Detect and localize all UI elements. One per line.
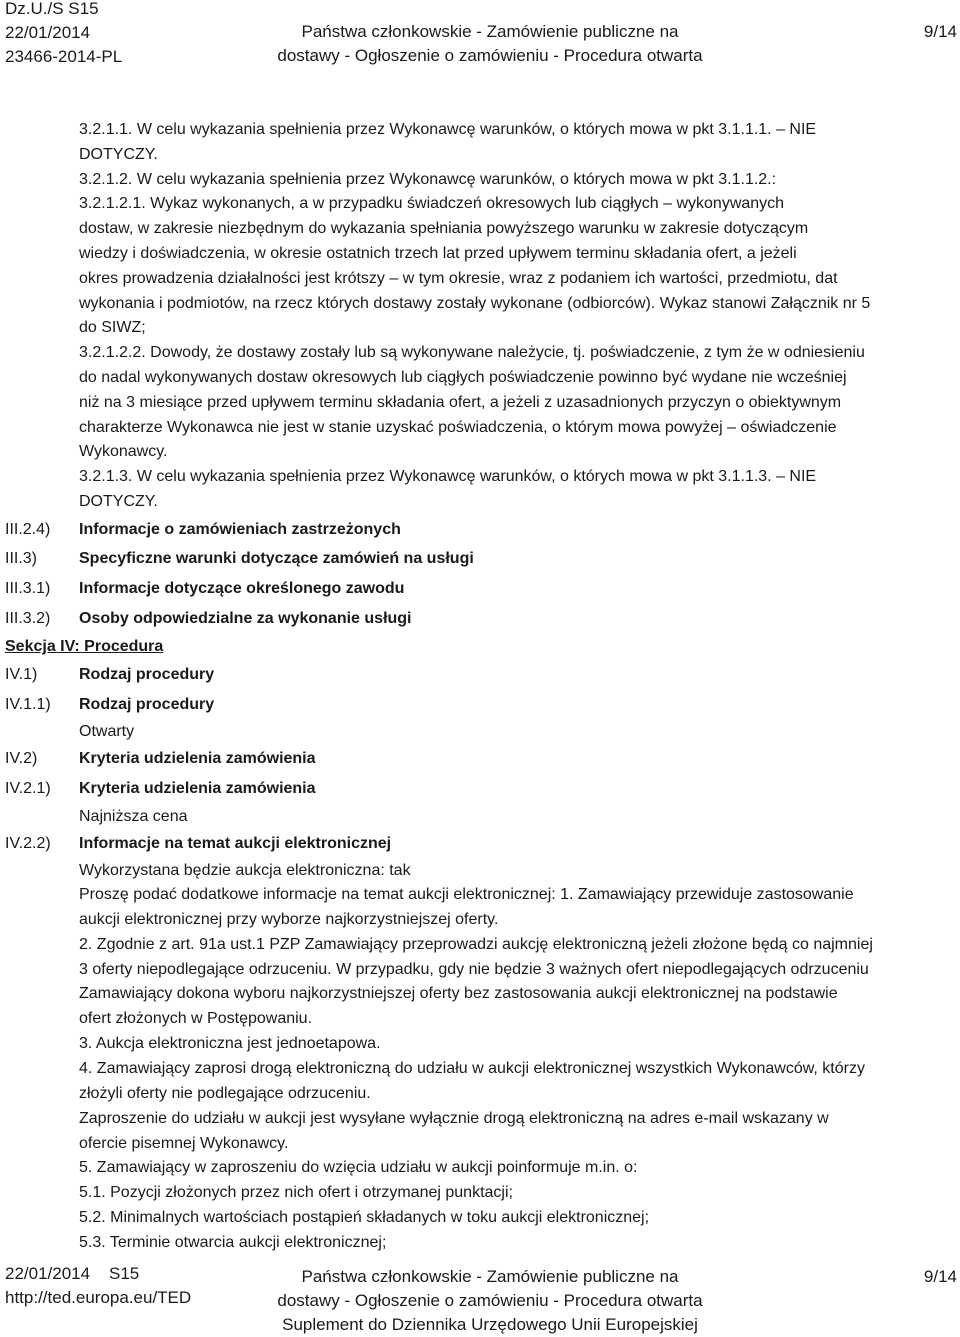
- section-iv-2-1: [0, 774, 960, 829]
- section-iii-2-4: [0, 515, 960, 545]
- auction-line: 2. Zgodnie z art. 91a ust.1 PZP Zamawiający przeprowadzi aukcję elektroniczną jeżeli złożone będą co najmniej: [79, 935, 873, 953]
- paragraph-line: charakterze Wykonawca nie jest w stanie uzyskać poświadczenia, o którym mowa powyżej – oświadczenie: [79, 418, 837, 436]
- header-title-line-2: dostawy - Ogłoszenie o zamówieniu - Procedura otwarta: [277, 46, 703, 65]
- paragraph-line: do nadal wykonywanych dostaw okresowych lub ciągłych poświadczenie powinno być wydane nie wcześniej: [79, 368, 847, 386]
- auction-line: ofercie pisemnej Wykonawcy.: [79, 1134, 289, 1152]
- paragraph-line: Wykonawcy.: [79, 443, 168, 461]
- conditions-paragraph: [79, 118, 960, 515]
- auction-line: złożyli oferty nie podlegające odrzuceniu.: [79, 1084, 371, 1102]
- section-number: IV.2.2): [5, 834, 51, 852]
- paragraph-line: 3.2.1.2. W celu wykazania spełnienia przez Wykonawcę warunków, o których mowa w pkt 3.1.1.2.:: [79, 170, 777, 188]
- document-body: [0, 118, 960, 1256]
- auction-line: 5. Zamawiający w zaproszeniu do wzięcia udziału w aukcji poinformuje m.in. o:: [79, 1159, 638, 1177]
- e-auction-details: [79, 883, 960, 1256]
- paragraph-line: 3.2.1.1. W celu wykazania spełnienia przez Wykonawcę warunków, o których mowa w pkt 3.1.1.1. – NIE: [79, 121, 817, 138]
- paragraph-line: 3.2.1.2.2. Dowody, że dostawy zostały lub są wykonywane należycie, tj. poświadczenie, z tym że w odniesieniu: [79, 344, 865, 362]
- paragraph-line: do SIWZ;: [79, 319, 146, 337]
- header-journal-ref: Dz.U./S S15: [5, 0, 99, 18]
- section-iii-3-1: [0, 574, 960, 604]
- section-title: Specyficzne warunki dotyczące zamówień na usługi: [79, 550, 474, 568]
- paragraph-line: dostaw, w zakresie niezbędnym do wykazania spełniania powyższego warunku w zakresie dotyczącym: [79, 220, 809, 238]
- paragraph-line: DOTYCZY.: [79, 145, 158, 163]
- header-center: [250, 20, 730, 68]
- auction-line: Zamawiający dokona wyboru najkorzystniejszej oferty bez zastosowania aukcji elektronicznej na podstawie: [79, 985, 838, 1003]
- paragraph-line: 3.2.1.2.1. Wykaz wykonanych, a w przypadku świadczeń okresowych lub ciągłych – wykonywanych: [79, 195, 785, 213]
- auction-line: 3. Aukcja elektroniczna jest jednoetapowa.: [79, 1035, 381, 1053]
- procedure-type-value: Otwarty: [79, 723, 135, 741]
- paragraph-line: DOTYCZY.: [79, 492, 158, 510]
- paragraph-line: wiedzy i doświadczenia, w okresie ostatnich trzech lat przed upływem terminu składania ofert, a jeżeli: [79, 244, 797, 262]
- section-title: Informacje dotyczące określonego zawodu: [79, 579, 405, 597]
- section-title: Rodzaj procedury: [79, 695, 215, 713]
- section-title: Kryteria udzielenia zamówienia: [79, 750, 316, 768]
- section-iv-2: [0, 744, 960, 774]
- auction-line: 5.3. Terminie otwarcia aukcji elektronicznej;: [79, 1233, 387, 1251]
- auction-line: 5.1. Pozycji złożonych przez nich ofert i otrzymanej punktacji;: [79, 1184, 513, 1202]
- section-title: Informacje o zamówieniach zastrzeżonych: [79, 520, 401, 538]
- footer-center: [250, 1265, 730, 1337]
- footer-date-issue: 22/01/2014 S15: [5, 1264, 140, 1283]
- section-number: III.3.2): [5, 609, 51, 627]
- auction-line: ofert złożonych w Postępowaniu.: [79, 1010, 313, 1028]
- section-number: IV.1.1): [5, 695, 51, 713]
- footer-left: [5, 1262, 191, 1310]
- section-number: III.3): [5, 550, 38, 568]
- auction-line: Zaproszenie do udziału w aukcji jest wysyłane wyłącznie drogą elektroniczną na adres e-mail wskazany w: [79, 1109, 829, 1127]
- header-left: [5, 0, 122, 69]
- section-number: IV.1): [5, 666, 38, 684]
- section-number: IV.2.1): [5, 779, 51, 797]
- paragraph-line: niż na 3 miesiące przed upływem terminu składania ofert, a jeżeli z uzasadnionych przyczyn o obiektywnym: [79, 393, 842, 411]
- section-title: Kryteria udzielenia zamówienia: [79, 779, 316, 797]
- section-number: III.2.4): [5, 520, 51, 538]
- paragraph-line: okres prowadzenia działalności jest krótszy – w tym okresie, wraz z podaniem ich wartości, przedmiotu, dat: [79, 269, 838, 287]
- paragraph-line: wykonania i podmiotów, na rzecz których dostawy zostały wykonane (odbiorców). Wykaz stanowi Załącznik nr 5: [79, 294, 871, 312]
- auction-line: Proszę podać dodatkowe informacje na temat aukcji elektronicznej: 1. Zamawiający przewiduje zastosowanie: [79, 886, 854, 904]
- section-title: Informacje na temat aukcji elektronicznej: [79, 834, 392, 852]
- auction-line: 4. Zamawiający zaprosi drogą elektroniczną do udziału w aukcji elektronicznej wszystkich Wykonawców, którzy: [79, 1060, 865, 1077]
- section-iii-3: [0, 544, 960, 574]
- section-iii-3-2: [0, 604, 960, 634]
- footer-ted-link[interactable]: http://ted.europa.eu/TED: [5, 1288, 192, 1307]
- section-iv-2-2: [0, 829, 960, 884]
- section-title: Osoby odpowiedzialne za wykonanie usługi: [79, 609, 412, 627]
- section-iv-1-1: [0, 690, 960, 745]
- section-number: III.3.1): [5, 579, 51, 597]
- auction-line: 5.2. Minimalnych wartościach postąpień składanych w toku aukcji elektronicznej;: [79, 1209, 650, 1227]
- section-iv-heading: Sekcja IV: Procedura: [5, 638, 164, 656]
- header-page-number: 9/14: [923, 22, 957, 41]
- page-header: [0, 0, 960, 70]
- section-iv-1: [0, 660, 960, 690]
- award-criteria-value: Najniższa cena: [79, 807, 188, 825]
- auction-line: aukcji elektronicznej przy wyborze najkorzystniejszej oferty.: [79, 910, 499, 928]
- header-date: 22/01/2014: [5, 23, 91, 42]
- paragraph-line: 3.2.1.3. W celu wykazania spełnienia przez Wykonawcę warunków, o których mowa w pkt 3.1.1.3. – NIE: [79, 468, 817, 486]
- footer-title-line-3: Suplement do Dziennika Urzędowego Unii Europejskiej: [282, 1315, 698, 1334]
- footer-page-number: 9/14: [923, 1267, 957, 1286]
- page-footer: [0, 1262, 960, 1332]
- footer-title-line-1: Państwa członkowskie - Zamówienie publiczne na: [301, 1267, 679, 1286]
- section-number: IV.2): [5, 750, 38, 768]
- section-title: Rodzaj procedury: [79, 666, 215, 684]
- e-auction-value: Wykorzystana będzie aukcja elektroniczna: tak: [79, 862, 411, 880]
- header-title-line-1: Państwa członkowskie - Zamówienie publiczne na: [301, 22, 679, 41]
- footer-title-line-2: dostawy - Ogłoszenie o zamówieniu - Procedura otwarta: [277, 1291, 703, 1310]
- auction-line: 3 oferty niepodlegające odrzuceniu. W przypadku, gdy nie będzie 3 ważnych ofert niepodlegających odrzuceniu: [79, 960, 869, 978]
- header-notice-id: 23466-2014-PL: [5, 47, 123, 66]
